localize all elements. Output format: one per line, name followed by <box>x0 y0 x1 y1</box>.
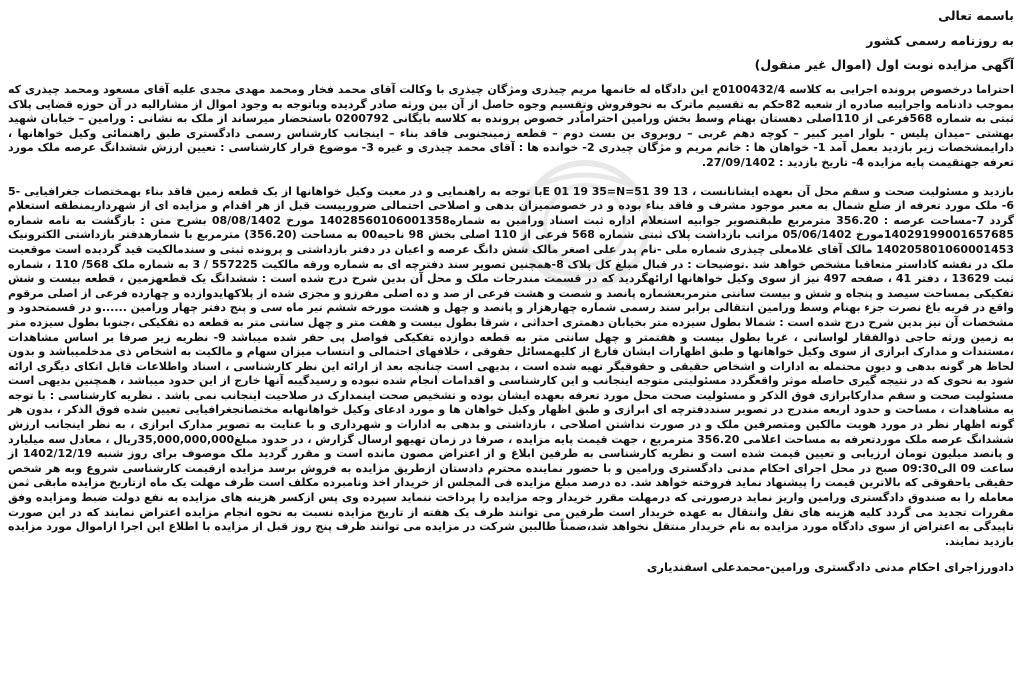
notice-paragraph-1: احتراما درخصوص پرونده اجرایی به کلاسه 0100432/4ج این دادگاه له خانمها مریم چیذری ومژگان چیذری با وکالت آقای محمد فخار ومحمد مهدی مجدی علیه آقای مسعود ومحمد چیذری که بموجب دادنامه واجراییه صادره از شعبه 82حکم به تقسیم ماترک به نحوفروش وتقسیم وجوه حاصل از آن بین ورثه صادر گردیده وباتوجه به وجود اموال از مشاراليه در آن حوزه قضایی پلاک ثبتی به شماره 568فرعی از 110اصلی دهستان بهنام وسط بخش ورامین احتراماًدر خصوص پرونده به کلاسه بایگانی 0200792 باستحضار میرساند از ملک به نشانی : ورامین – خیابان شهید بهشتی –میدان پلیس - بلوار امیر کبیر – کوچه دهم غربی – روبروی بن بست دوم – قطعه زمینجنوبی فاقد بناء – اینجانب کارشناس رسمی دادگستری طبق راهنمائی وکیل خواهانها ، دارایمشخصات زیر بازدید بعمل آمد 1- خواهان ها : خانم مریم و مژگان چیذری 2- خوانده ها : آقای محمد چیذری و غیره 3- موضوع قرار کارشناسی : تعیین ارزش ششدانگ عرصه ملک مورد تعرفه جهتقیمت پایه مزایده 4- تاریخ بازدید : 27/09/1402. <box>8 83 1015 169</box>
notice-title: آگهی مزایده نوبت اول (اموال غیر منقول) <box>754 57 1014 72</box>
heading-basmeh: باسمه تعالی <box>938 8 1014 23</box>
signature-line: دادورزاجرای احکام مدنی دادگستری ورامین-محمدعلی اسفندیاری <box>646 560 1014 575</box>
heading-newspaper: به روزنامه رسمی کشور <box>866 33 1014 48</box>
notice-document <box>8 6 1014 690</box>
notice-paragraph-2: بازدید و مسئولیت صحت و سقم محل آن بعهده ایشانانست ، 13 39 51=E 01 19 35=Nبا توجه به راهنمایی و در معیت وکیل خواهانها از یک قطعه زمین فاقد بناء بهمختصات جغرافیایی -5 6- ملک مورد تعرفه از ضلع شمال به معبر موجود مشرف و فاقد بناء بوده و در خصوصمیزان بدهی و اصلاحی احتمالی ضرورییست قبل از هر اقدام و مزایده ای از شهرداریمنطقه استعلام گردد 7-مساحت عرصه : 356.20 مترمربع طبقتصویر جوابیه استعلام اداره ثبت اسناد ورامین به شماره14028560106001358 مورخ 08/08/1402 بشرح متن : بازگشت به نامه شماره 14029199001657685مورخ 05/06/1402 مراتب بازداشت پلاک ثبتی شماره 568 فرعی از 110 اصلی بخش 98 ناحیه00 به مساحت (356.20) مترمربع با شمارهدفتر بازداشتی الکترونیک 140205801060001453 مالک آقای غلامعلی چیذری شماره ملی -نام پدر علی اصغر مالک شش دانگ عرصه و اعیان در دفتر بازداشتی و پرونده ثبتی و سندمالکیت قید گردیده است موقعیت ملک در نقشه کاداستر متعاقبا مشخص خواهد شد .توضیحات : در قبال مبلغ کل پلاک 8-همچنین تصویر سند دفترچه ای به شماره ورقه مالکیت 557225 / 3 به شماره ملک 568/ 110 ، شماره ثبت 13629 ، دفتر 41 ، صفحه 497 نیز از سوی وکیل خواهانها ارائهگردید که در قسمت مندرجات ملک و محل آن بدین شرح درج شده است : ششدانگ یک قطعهزمین ، قطعه بیست و شش تفکیکی بمساحت سیصد و پنجاه و شش و بیست سانتی مترمربعشماره پانصد و شصت و هشت فرعی از صد و ده اصلی مفرزو و مجزی شده از پلاکهایدوازده و چهارده فرعی از اصلی مرقوم واقع در قریه باغ نصرت جزء بهنام وسط ورامین انتقالی برابر سند رسمی شماره چهارهزار و پانصد و چهل و هشت مورخه ششم تیر ماه سی و پنج دفتر چهار ورامین ......و در قسمتحدود و مشخصات آن نیز بدین شرح درج شده است : شمالا بطول سیزده متر بخیابان دهمتری احداثی ، شرقا بطول بیست و هفت متر و چهل سانتی متر به قطعه ده تفکیکی ،جنوبا بطول سیزده متر به زمین ورثه حاجی ذوالفقار لواسانی ، غربا بطول بیست و هفتمتر و چهل سانتی متر به قطعه دوازده تفکیکی فواصل پی حفر شده میباشد 9- نظریه زیر صرفا بر اساس مشاهدات ،مستندات و مدارک ابرازی از سوی وکیل خواهانها و طبق اظهارات ایشان فارغ از کلیهمسائل حقوقی ، خلافهای احتمالی و انتساب میزان سهام و مالکیت به اشخاص ذی مدخلمیباشد و بدون لحاظ هر گونه بدهی و دیون محتمله به ادارات و اشخاص حقیقی و حقوقیگر تهیه شده است ، بدیهی است چنانچه بعد از ارائه این نظر کارشناسی ، اسناد واطلاعات قابل اتکای دیگری ارائه شود به نحوی که در نتیجه گیری حاصله موثر واقعگردد مسئولیتی متوجه اینجانب و این کارشناسی و اقدامات انجام شده نبوده و رسیدگیبه آنها خارج از این حدود میباشد ، همچنین بدیهی است مسئولیت صحت و سقم مدارکابرازی فوق الذکر و مسئولیت صحت محل مورد تعرفه بعهده ایشان بوده و تشخیص صحت اینمدارک در صلاحیت اینجانب نمی باشد . نظریه کارشناسی : با توجه به مشاهدات ، مساحت و حدود اربعه مندرج در تصویر سنددفترچه ای ابرازی و طبق اظهار وکیل خواهان ها و مورد ادعای وکیل خواهانهابه مختصاتجغرافیایی تعیین شده فوق الذکر ، بدون هر گونه اظهار نظر در مورد هویت مالکین ومتصرفین ملک و در صورت نداشتن اصلاحی ، بازداشتی و بدهی به ادارات و شهرداری و با عنایت به تصویر مدارک ابرازی ، به نظر اینجانب ارزش ششدانگ عرصه ملک موردتعرفه به مساحت اعلامی 356.20 مترمربع ، جهت قیمت پایه مزایده ، صرفا در زمان تهیهو ارسال گزارش ، در حدود مبلغ35,000,000,000ریال ، معادل سه میلیارد و پانصد میلیون تومان ارزیابی و تعیین قیمت شده است و نظریه کارشناسی به طرفین ابلاغ و از اعتراض مصون مانده است و مقرر گردید ملک موصوف برای روز شنبه 1402/12/19 از ساعت 09 الی09:30 صبح در محل اجرای احکام مدنی دادگستری ورامین و با حضور نماینده محترم دادستان ازطریق مزایده به فروش برسد مزایده ازقیمت کارشناسی شروع وبه هر شخص حقیقی یاحقوقی که بالاترین قیمت را پیشنهاد نماید فروخته خواهد شد. ده درصد مبلغ مزایده فی المجلس از خریدار اخذ ونامبرده مکلف است ظرف مهلت یک ماه ازتاریخ مزایده مابقی ثمن معامله را به صندوق دادگستری ورامین واریز نماید درصورتی که درمهلت مقرر خریدار وجه مزایده را پرداخت ننماید سپرده وی پس ازکسر هزینه های مزایده به نفع دولت ضبط ومزایده وفق مقررات تجدید می گردد کلیه هزینه های نقل وانتقال به عهده خریدار است طرفین می توانند ظرف یک هفته از تاریخ مزایده نسبت به نحوه انجام مزایده اعتراض نمایند که در این صورت تاپیدگی به اعتراض از سوی دادگاه مورد مزایده به نام خریدار منتقل نخواهد شد،ضمناً طالبین شرکت در مزایده می توانند ظرف پنج روز قبل از مزایده با اطلاع این اجرا ازاموال مورد مزایده بازدید نمایند. <box>8 184 1015 548</box>
